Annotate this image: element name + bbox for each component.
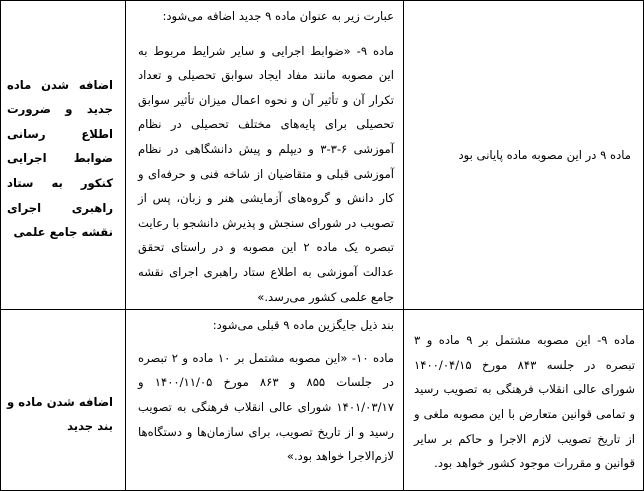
amendment-intro: بند ذیل جایگزین ماده ۹ قبلی می‌شود: <box>212 318 394 333</box>
original-text: ماده ۹ در این مصوبه ماده پایانی بود <box>458 148 631 162</box>
table-row <box>1 1 644 310</box>
amendment-cell <box>126 1 404 310</box>
amendment-intro: عبارت زیر به عنوان ماده ۹ جدید اضافه می‌شود: <box>162 9 394 23</box>
amendment-cell <box>126 310 404 491</box>
amendment-text: ماده ۹- «ضوابط اجرایی و سایر شرایط مربوط به این مصوبه مانند مفاد ایجاد سوابق تحصیلی و تعداد تکرار آن و تأثیر آن و نحوه اعمال میزان تأثیر سوابق تحصیلی برای پایه‌های مختلف تحصیلی در نظام آموزشی ۶-۳-۳ و دیپلم و پیش دانشگاهی در نظام آموزشی قبلی و متقاضیان از شاخه فنی و حرفه‌ای و کار دانش و گروه‌های آزمایشی هنر و زبان، پس از تصویب در شورای سنجش و پذیرش دانشجو با رعایت تبصره یک ماده ۲ این مصوبه و در راستای تحقق عدالت آموزشی به اطلاع ستاد راهبری اجرای نقشه جامع علمی کشور می‌رسد.» <box>138 43 395 304</box>
original-text-cell <box>404 310 644 491</box>
table-row <box>1 310 644 491</box>
change-label: اضافه شدن ماده و بند جدید <box>7 394 113 434</box>
amendment-text: ماده ۱۰- «این مصوبه مشتمل بر ۱۰ ماده و ۲ تبصره در جلسات ۸۵۵ و ۸۶۳ مورخ ۱۴۰۰/۱۱/۰۵ و ۱۴۰۱/۰۳/۱۷ شورای عالی انقلاب فرهنگی به تصویب رسید و از تاریخ تصویب، برای سازمان‌ها و دستگاه‌ها لازم‌الاجرا خواهد بود.» <box>138 350 395 464</box>
change-label-cell <box>1 1 126 310</box>
original-text-cell <box>404 1 644 310</box>
change-label: اضافه شدن ماده جدید و ضرورت اطلاع رسانی ضوابط اجرایی کنکور به ستاد راهبری اجرای نقشه جامع علمی <box>7 77 113 240</box>
original-text: ماده ۹- این مصوبه مشتمل بر ۹ ماده و ۳ تبصره در جلسه ۸۴۳ مورخ ۱۴۰۰/۰۴/۱۵ شورای عالی انقلاب فرهنگی به تصویب رسید و تمامی قوانین متعارض با این مصوبه ملغی و از تاریخ تصویب لازم الاجرا و حاکم بر سایر قوانین و مقررات موجود کشور خواهد بود. <box>414 333 636 471</box>
change-label-cell <box>1 310 126 491</box>
